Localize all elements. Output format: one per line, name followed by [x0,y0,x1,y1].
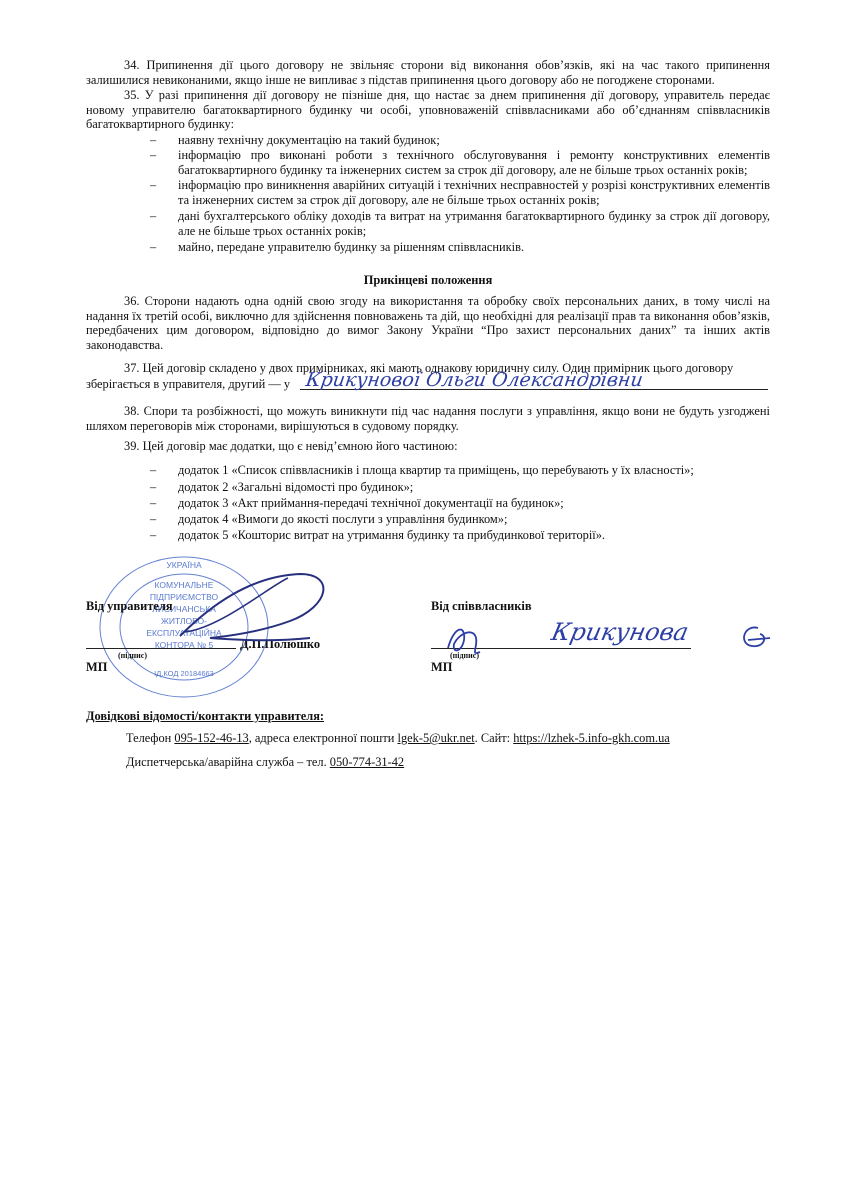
list-dash: – [150,496,157,510]
seal-line: КОНТОРА № 5 [154,640,214,650]
manager-name: Д.П.Полюшко [240,637,321,651]
list-item: майно, передане управителю будинку за рішенням співвласників. [178,240,525,254]
list-dash: – [150,528,157,542]
list-dash: – [150,133,157,147]
manager-signature [150,566,340,656]
handwritten-owner-name: Крикунової Ольги Олександрівни [304,369,645,391]
seal-line: ЛИСИЧАНСЬКА [152,604,216,614]
clause-38: 38. Спори та розбіжності, що можуть виникнути під час надання послуги з управління, якщо вони не будуть узгоджені шляхом переговорів між сторонами, вирішуються в судовому порядку. [86,404,770,433]
list-dash: – [150,512,157,526]
contacts-title: Довідкові відомості/контакти управителя: [86,709,325,723]
seal-line: ЕКСПЛУАТАЦІЙНА [146,628,222,638]
list-item: додаток 3 «Акт приймання-передачі технічної документації на будинок»; [178,496,564,510]
email-prefix: , адреса електронної пошти [248,731,398,745]
email-link[interactable]: lgek-5@ukr.net [397,731,475,745]
seal-line: ЖИТЛОВО- [161,616,207,626]
list-item: інформацію про виникнення аварійних ситуацій і технічних несправностей у розрізі конструктивних елементів та інженерних систем за строк дії договору, але не більше трьох останніх років; [178,178,770,207]
list-item: додаток 4 «Вимоги до якості послуги з управління будинком»; [178,512,508,526]
clause-39: 39. Цей договір має додатки, що є невід’ємною його частиною: [124,439,458,453]
dispatch-prefix: Диспетчерська/аварійна служба – тел. [126,755,330,769]
owners-label: Від співвласників [431,599,532,613]
list-dash: – [150,480,157,494]
signature-caption: (підпис) [118,651,147,660]
seal-code: ІД.КОД 20184663 [154,669,214,678]
site-link[interactable]: https://lzhek-5.info-gkh.com.ua [513,731,670,745]
list-item: додаток 5 «Кошторис витрат на утримання будинку та прибудинкової території». [178,528,606,542]
list-dash: – [150,463,157,477]
list-item: додаток 1 «Список співвласників і площа квартир та приміщень, що перебувають у їх власності»; [178,463,694,477]
site-prefix: . Сайт: [474,731,514,745]
owner-signature-flourish [734,622,774,652]
list-dash: – [150,240,157,254]
list-dash: – [150,178,157,192]
clause-36: 36. Сторони надають одна одній свою згоду на використання та обробку своїх персональних даних, в тому числі на надання їх третій особі, виключно для здійснення повноважень та дій, що необхідні для реалізації прав та виконання обов’язків, передбачених цим договором, відповідно до вимог Закону України “Про захист персональних даних” та інших актів законодавства. [86,294,770,352]
seal-mark-left: МП [86,660,108,674]
phone-link[interactable]: 095-152-46-13 [174,731,249,745]
seal-mark-right: МП [431,660,453,674]
clause-34: 34. Припинення дії цього договору не звільняє сторони від виконання обов’язків, які на час такого припинення залишилися невиконаними, якщо інше не випливає з підстав припинення цього договору або не погоджене сторонами. [86,58,770,87]
contacts-line [126,731,670,746]
seal-line: КОМУНАЛЬНЕ [154,580,214,590]
list-item: дані бухгалтерського обліку доходів та витрат на утримання багатоквартирного будинку за строк дії договору, але не більше трьох останніх років; [178,209,770,238]
section-title: Прикінцеві положення [363,273,493,287]
clause-37-line1: 37. Цей договір складено у двох примірниках, які мають однакову юридичну силу. Один примірник цього договору [124,361,734,375]
owner-initials-signature [440,618,510,664]
seal-ring-top: УКРАЇНА [166,560,202,570]
owner-signature: Крикунова [549,618,692,646]
list-item: інформацію про виконані роботи з технічного обслуговування і ремонту конструктивних елементів багатоквартирного будинку та інженерних систем за строк дії договору, але не більше трьох останніх років; [178,148,770,177]
list-item: наявну технічну документацію на такий будинок; [178,133,440,147]
dispatch-phone-link[interactable]: 050-774-31-42 [329,755,405,769]
clause-37-line2: зберігається в управителя, другий — у [86,377,291,391]
manager-label: Від управителя [86,599,173,613]
clause-35: 35. У разі припинення дії договору не пізніше дня, що настає за днем припинення дії договору, управитель передає новому управителю багатоквартирного будинку чи особі, уповноваженій співвласниками або об’єднанням співвласників багатоквартирного будинку: [86,88,770,132]
signature-caption: (підпис) [450,651,479,660]
dispatch-line [126,755,404,770]
list-dash: – [150,209,157,223]
list-item: додаток 2 «Загальні відомості про будинок»; [178,480,414,494]
seal-line: ПІДПРИЄМСТВО [149,592,219,602]
list-dash: – [150,148,157,162]
phone-prefix: Телефон [126,731,175,745]
